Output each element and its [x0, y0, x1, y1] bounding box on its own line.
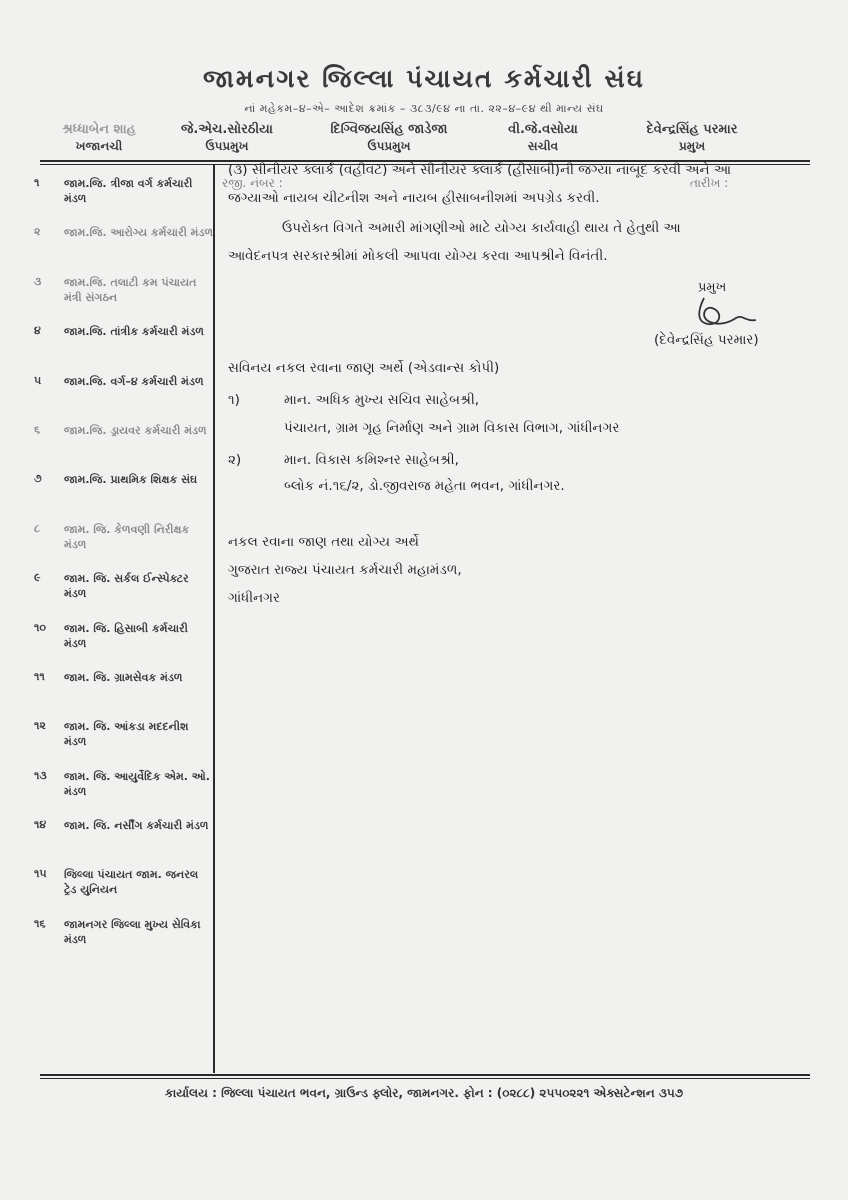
list-item-number: ૧૫: [34, 867, 47, 881]
list-item: [34, 670, 212, 719]
organization-title: જામનગર જિલ્લા પંચાયત કર્મચારી સંઘ: [203, 64, 645, 93]
list-item: [34, 818, 212, 867]
officer-role: ખજાનચી: [75, 139, 123, 153]
footer-divider-thin: [40, 1078, 810, 1079]
list-item: [34, 176, 212, 225]
list-item-label: જામનગર જિલ્લા મુખ્ય સેવિકા મંડળ: [64, 917, 201, 946]
cc2-recipient-address: ગાંધીનગર: [228, 590, 281, 606]
cc-recipient-address: બ્લોક નં.૧૬/૨, ડો.જીવરાજ મહેતા ભવન, ગાંધીનગર.: [284, 478, 565, 494]
officer-vice-president-2: [300, 122, 478, 154]
cc-number: ૧): [228, 392, 240, 408]
list-item-label: જામ.જિ. તાંત્રીક કર્મચારી મંડળ: [64, 325, 205, 339]
office-address-footer: કાર્યાલય : જિલ્લા પંચાયત ભવન, ગ્રાઉન્ડ ફ્લોર, જામનગર. ફોન : (૦૨૮૮) ૨૫૫૦૨૨૧ એક્સટેન્શન ૩૫૭: [164, 1086, 684, 1100]
list-item-number: ૧૦: [34, 620, 47, 634]
cc-recipient: માન. વિકાસ કમિશ્નર સાહેબશ્રી,: [284, 452, 459, 468]
list-item-number: ૧૨: [34, 719, 46, 733]
list-item-number: ૮: [34, 521, 41, 535]
organization-subtitle: નાં મહેકમ–૪–એ– આદેશ ક્રમાંક – ૩૮૩/૯૪ ના તા. ૨૨–૪–૯૪ થી માન્ય સંઘ: [244, 102, 604, 115]
list-item: [34, 621, 212, 670]
officer-treasurer: [40, 122, 158, 154]
footer-divider: [40, 1074, 810, 1076]
officer-secretary: [488, 122, 598, 154]
list-item: [34, 719, 212, 768]
paragraph-line: ઉપરોક્ત વિગતે અમારી માંગણીઓ માટે યોગ્ય કાર્યવાહી થાય તે હેતુથી આ: [282, 220, 681, 236]
list-item: [34, 917, 212, 966]
list-item-label: જામ.જિ. વર્ગ–૪ કર્મચારી મંડળ: [64, 374, 204, 388]
list-item-label: જામ. જિ. હિસાબી કર્મચારી મંડળ: [64, 621, 188, 650]
cc2-recipient: ગુજરાત રાજ્ય પંચાયત કર્મચારી મહામંડળ,: [228, 562, 462, 578]
signature-title: પ્રમુખ: [698, 280, 727, 295]
list-item-label: જામ. જિ. ગ્રામસેવક મંડળ: [64, 670, 183, 684]
cc-recipient-address: પંચાયત, ગ્રામ ગૃહ નિર્માણ અને ગ્રામ વિકાસ વિભાગ, ગાંધીનગર: [284, 420, 620, 436]
officer-name: દિગ્વિજયસિંહ જાડેજા: [330, 122, 448, 137]
paragraph-line: (૩) સીનીયર ક્લાર્ક (વહીવટ) અને સીનીયર ક્લાર્ક (હીસાબી)ની જગ્યા નાબૂદ કરવી અને આ: [228, 162, 732, 178]
list-item-label: જામ.જિ. પ્રાથમિક શિક્ષક સંઘ: [64, 473, 198, 487]
list-item-number: ૩: [34, 274, 42, 288]
list-item-number: ૧૪: [34, 818, 47, 832]
signatory-name: (દેવેન્દ્રસિંહ પરમાર): [654, 332, 759, 348]
list-item-number: ૧૩: [34, 768, 47, 782]
list-item: [34, 225, 212, 274]
list-item: [34, 472, 212, 521]
list-item-label: જામ. જિ. આયુર્વેદિક એમ. ઓ. મંડળ: [64, 769, 210, 798]
officer-vice-president-1: [162, 122, 292, 154]
officer-role: સચીવ: [527, 139, 559, 153]
list-item-label: જામ. જિ. સર્કલ ઈન્સ્પેક્ટર મંડળ: [64, 572, 189, 601]
list-item-number: ૨: [34, 225, 41, 239]
list-item-label: જામ.જિ. આરોગ્ય કર્મચારી મંડળ: [64, 226, 214, 240]
cc2-heading: નકલ રવાના જાણ તથા યોગ્ય અર્થે: [228, 534, 419, 550]
list-item-label: જામ. જિ. કેળવણી નિરીક્ષક મંડળ: [64, 522, 190, 551]
affiliated-unions-list: [34, 176, 212, 966]
officer-role: ઉપપ્રમુખ: [205, 139, 249, 153]
list-item-number: ૧: [34, 176, 40, 189]
paragraph-line: જગ્યાઓ નાયબ ચીટનીશ અને નાયબ હીસાબનીશમાં અપગ્રેડ કરવી.: [228, 190, 600, 206]
list-item-label: જામ.જિ. ડ્રાયવર કર્મચારી મંડળ: [64, 423, 207, 437]
list-item-number: ૬: [34, 422, 41, 436]
list-item-number: ૫: [34, 373, 42, 387]
list-item-number: ૪: [34, 324, 41, 338]
list-item: [34, 423, 212, 472]
list-item: [34, 769, 212, 818]
cc-number: ૨): [228, 452, 242, 468]
officer-name: શ્રધ્ધાબેન શાહ: [62, 122, 136, 137]
signature-mark: [690, 292, 770, 336]
list-item-label: જામ. જિ. નર્સીંગ કર્મચારી મંડળ: [64, 819, 209, 833]
date-label: તારીખ :: [690, 176, 729, 190]
list-item-number: ૯: [34, 571, 41, 585]
list-item-label: જામ.જિ. ત્રીજા વર્ગ કર્મચારી મંડળ: [64, 177, 193, 205]
list-item: [34, 275, 212, 324]
list-item: [34, 324, 212, 373]
list-item: [34, 571, 212, 620]
registration-number-label: રજી. નંબર :: [222, 176, 283, 190]
cc-heading: સવિનય નકલ રવાના જાણ અર્થે (એડવાન્સ કોપી): [228, 360, 500, 376]
list-item-label: જિલ્લા પંચાયત જામ. જનરલ ટ્રેડ યુનિયન: [64, 868, 199, 897]
list-item: [34, 867, 212, 916]
cc-recipient: માન. અધિક મુખ્ય સચિવ સાહેબશ્રી,: [284, 392, 480, 408]
officer-role: ઉપપ્રમુખ: [367, 139, 411, 153]
list-item-number: ૧૧: [34, 669, 45, 683]
list-item-number: ૧૬: [34, 916, 46, 930]
list-item: [34, 374, 212, 423]
officer-role: પ્રમુખ: [678, 139, 706, 153]
officer-name: વી.જે.વસોયા: [508, 122, 578, 137]
list-item-label: જામ. જિ. આંકડા મદદનીશ મંડળ: [64, 720, 189, 749]
list-item-label: જામ.જિ. તલાટી કમ પંચાયત મંત્રી સંગઠન: [64, 275, 197, 304]
paragraph-line: આવેદનપત્ર સરકારશ્રીમાં મોકલી આપવા યોગ્ય કરવા આપશ્રીને વિનંતી.: [228, 248, 608, 264]
list-item-number: ૭: [34, 472, 42, 486]
officer-name: દેવેન્દ્રસિંહ પરમાર: [646, 122, 738, 137]
officer-president: [612, 122, 772, 154]
officer-name: જે.એચ.સોરઠીયા: [181, 122, 273, 137]
list-item: [34, 522, 212, 571]
